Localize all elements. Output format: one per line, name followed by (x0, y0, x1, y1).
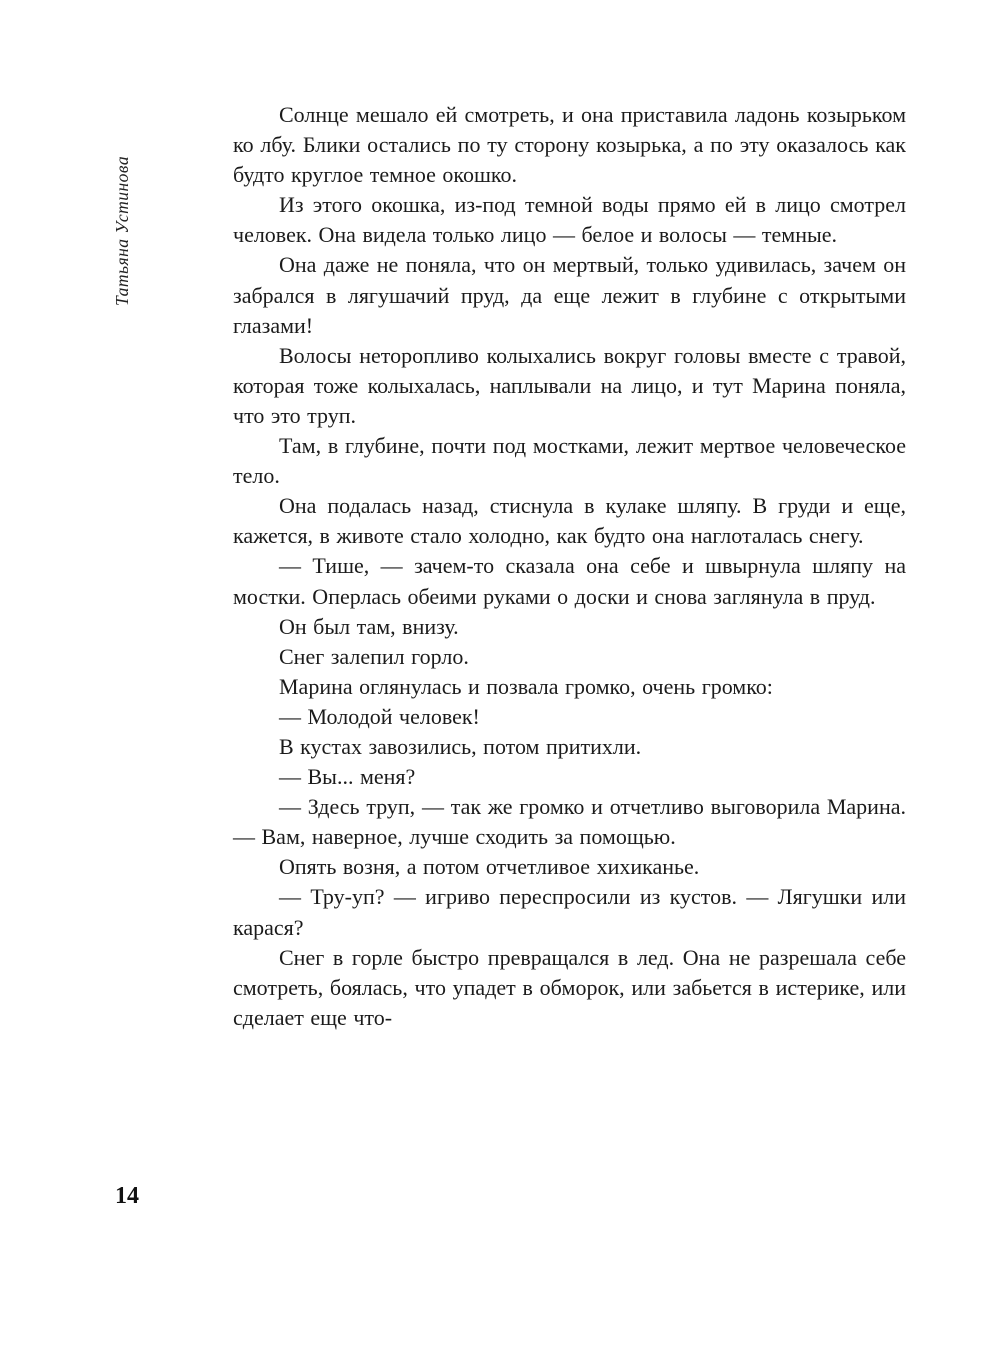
paragraph: Снег в горле быстро превращался в лед. Она не разрешала себе смотреть, боялась, что упадет в обморок, или забьется в истерике, или сделает еще что- (233, 944, 906, 1030)
paragraph: — Тише, — зачем-то сказала она себе и швырнула шляпу на мостки. Оперлась обеими руками о доски и снова заглянула в пруд. (233, 553, 906, 609)
paragraph: Она подалась назад, стиснула в кулаке шляпу. В груди и еще, кажется, в животе стало холодно, как будто она наглоталась снегу. (233, 493, 906, 549)
paragraph: Опять возня, а потом отчетливое хихиканье. (279, 854, 700, 880)
page-number: 14 (115, 1183, 139, 1209)
paragraph: Волосы неторопливо колыхались вокруг головы вместе с травой, которая тоже колыхалась, наплывали на лицо, и тут Марина поняла, что это труп. (233, 342, 906, 428)
paragraph: Там, в глубине, почти под мостками, лежит мертвое человеческое тело. (233, 433, 906, 489)
paragraph: — Вы... меня? (279, 764, 416, 790)
author-sidebar-text: Татьяна Устинова (112, 155, 132, 306)
paragraph: Он был там, внизу. (279, 613, 459, 639)
paragraph: — Тру-уп? — игриво переспросили из кустов. — Лягушки или карася? (233, 884, 906, 940)
paragraph: Она даже не поняла, что он мертвый, только удивилась, зачем он забрался в лягушачий пруд, да еще лежит в глубине с открытыми глазами! (233, 252, 906, 338)
paragraph: Марина оглянулась и позвала громко, очень громко: (279, 673, 773, 699)
paragraph: В кустах завозились, потом притихли. (279, 733, 642, 759)
paragraph: Из этого окошка, из-под темной воды прямо ей в лицо смотрел человек. Она видела только лицо — белое и волосы — темные. (233, 192, 906, 248)
body-text (233, 100, 906, 1033)
paragraph: Солнце мешало ей смотреть, и она приставила ладонь козырьком ко лбу. Блики остались по ту сторону козырька, а по эту оказалось как будто круглое темное окошко. (233, 102, 906, 188)
paragraph: — Молодой человек! (279, 703, 480, 729)
paragraph: — Здесь труп, — так же громко и отчетливо выговорила Марина. — Вам, наверное, лучше сходить за помощью. (233, 794, 906, 850)
paragraph: Снег залепил горло. (279, 643, 469, 669)
